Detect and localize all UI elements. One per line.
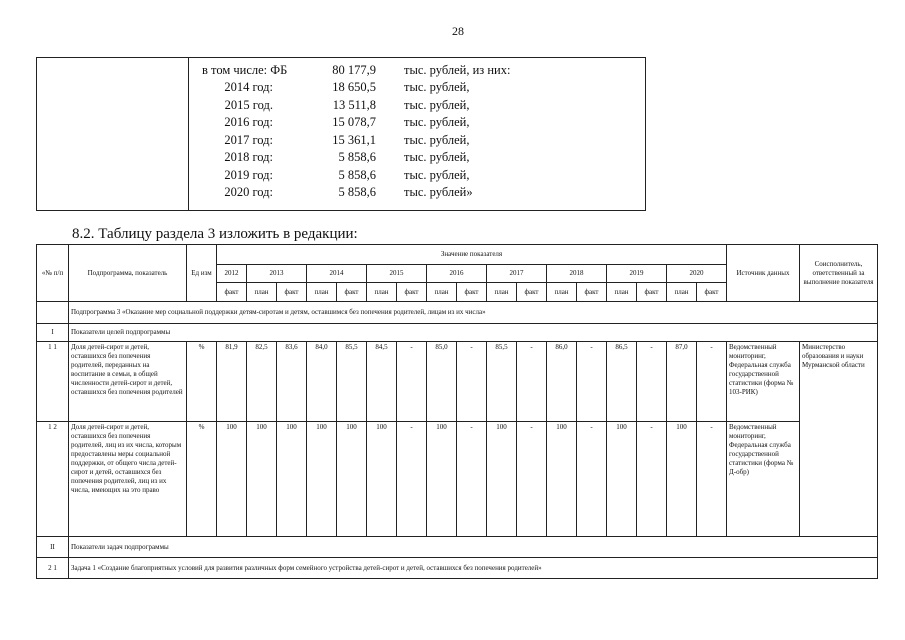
section-title: Показатели целей подпрограммы xyxy=(69,324,878,342)
value-cell: 100 xyxy=(367,422,397,537)
finance-unit: тыс. рублей, xyxy=(404,167,470,182)
section-num: II xyxy=(37,537,69,558)
sub-plan: план xyxy=(367,283,397,302)
year-header: 2016 xyxy=(427,265,487,283)
finance-value: 15 361,1 xyxy=(332,132,376,147)
finance-value: 80 177,9 xyxy=(332,63,376,77)
sub-fact: факт xyxy=(577,283,607,302)
year-header: 2019 xyxy=(607,265,667,283)
value-cell: - xyxy=(517,342,547,422)
finance-year: 2018 год: xyxy=(224,150,273,164)
data-source: Ведомственный мониторинг, Федеральная служба государственной статистики (форма № 103-РИК) xyxy=(727,342,800,422)
header-value: Значение показателя xyxy=(217,245,727,265)
value-cell: 87,0 xyxy=(667,342,697,422)
year-header: 2018 xyxy=(547,265,607,283)
page-number: 28 xyxy=(452,24,464,38)
value-cell: 83,6 xyxy=(277,342,307,422)
sub-plan: план xyxy=(247,283,277,302)
sub-fact: факт xyxy=(517,283,547,302)
value-cell: 100 xyxy=(607,422,637,537)
sub-fact: факт xyxy=(397,283,427,302)
sub-plan: план xyxy=(607,283,637,302)
value-cell: 86,5 xyxy=(607,342,637,422)
value-cell: - xyxy=(577,422,607,537)
row-num: 1 1 xyxy=(37,342,69,422)
header-source: Источник данных xyxy=(727,245,800,302)
year-header: 2020 xyxy=(667,265,727,283)
value-cell: 100 xyxy=(667,422,697,537)
value-cell: - xyxy=(637,342,667,422)
value-cell: - xyxy=(697,422,727,537)
value-cell: - xyxy=(697,342,727,422)
finance-value: 13 511,8 xyxy=(332,97,376,112)
year-header: 2015 xyxy=(367,265,427,283)
year-header: 2017 xyxy=(487,265,547,283)
indicator-name: Доля детей-сирот и детей, оставшихся без попечения родителей, переданных на воспитание в семьи, в общей численности детей-сирот и детей, оставшихся без попечения родителей xyxy=(69,342,187,422)
indicator-unit: % xyxy=(187,342,217,422)
finance-value: 5 858,6 xyxy=(338,185,376,199)
finance-unit: тыс. рублей, из них: xyxy=(404,63,511,77)
value-cell: - xyxy=(637,422,667,537)
value-cell: 84,0 xyxy=(307,342,337,422)
year-header: 2013 xyxy=(247,265,307,283)
sub-plan: план xyxy=(547,283,577,302)
sub-plan: план xyxy=(487,283,517,302)
program-row: Подпрограмма 3 «Оказание мер социальной поддержки детям-сиротам и детям, оставшимся без попечения родителей, лицам из их числа» xyxy=(69,302,878,324)
value-cell: 100 xyxy=(307,422,337,537)
sub-plan: план xyxy=(667,283,697,302)
finance-unit: тыс. рублей, xyxy=(404,80,470,94)
finance-label: в том числе: ФБ xyxy=(202,63,288,77)
finance-year: 2019 год: xyxy=(224,167,273,182)
header-num: «№ п/п xyxy=(37,245,69,302)
row-num: 2 1 xyxy=(37,558,69,579)
finance-unit: тыс. рублей» xyxy=(404,185,473,199)
finance-value: 18 650,5 xyxy=(332,80,376,94)
sub-fact: факт xyxy=(337,283,367,302)
data-source: Ведомственный мониторинг, Федеральная служба государственной статистики (форма № Д-обр) xyxy=(727,422,800,537)
value-cell: - xyxy=(397,342,427,422)
value-cell: 81,9 xyxy=(217,342,247,422)
header-unit: Ед изм xyxy=(187,245,217,302)
value-cell: 85,0 xyxy=(427,342,457,422)
empty-cell xyxy=(37,302,69,324)
year-header: 2014 xyxy=(307,265,367,283)
section-heading: 8.2. Таблицу раздела 3 изложить в редакции: xyxy=(72,226,358,242)
sub-plan: план xyxy=(307,283,337,302)
value-cell: 85,5 xyxy=(487,342,517,422)
value-cell: 85,5 xyxy=(337,342,367,422)
finance-value: 5 858,6 xyxy=(338,150,376,164)
value-cell: - xyxy=(577,342,607,422)
finance-unit: тыс. рублей, xyxy=(404,150,470,164)
finance-unit: тыс. рублей, xyxy=(404,115,470,129)
value-cell: 100 xyxy=(277,422,307,537)
finance-year: 2016 год: xyxy=(224,115,273,129)
value-cell: 86,0 xyxy=(547,342,577,422)
value-cell: 82,5 xyxy=(247,342,277,422)
finance-value: 15 078,7 xyxy=(332,115,376,129)
sub-fact: факт xyxy=(277,283,307,302)
value-cell: 100 xyxy=(487,422,517,537)
sub-plan: план xyxy=(427,283,457,302)
value-cell: - xyxy=(457,422,487,537)
value-cell: 100 xyxy=(247,422,277,537)
value-cell: 84,5 xyxy=(367,342,397,422)
finance-unit: тыс. рублей, xyxy=(404,132,470,147)
value-cell: 100 xyxy=(547,422,577,537)
finance-unit: тыс. рублей, xyxy=(404,97,470,112)
finance-value: 5 858,6 xyxy=(338,167,376,182)
indicator-name: Доля детей-сирот и детей, оставшихся без попечения родителей, лиц из их числа, которым предоставлены меры социальной поддержки, от общего числа детей-сирот и детей, оставшихся без попечения родителей, лиц из их числа, имеющих на это право xyxy=(69,422,187,537)
value-cell: - xyxy=(457,342,487,422)
finance-year: 2014 год: xyxy=(224,80,273,94)
value-cell: - xyxy=(517,422,547,537)
executor: Министерство образования и науки Мурманской области xyxy=(800,342,878,537)
value-cell: - xyxy=(397,422,427,537)
finance-year: 2020 год: xyxy=(224,185,273,199)
value-cell: 100 xyxy=(337,422,367,537)
indicator-table xyxy=(36,244,878,579)
finance-year: 2015 год. xyxy=(224,97,273,112)
year-header: 2012 xyxy=(217,265,247,283)
sub-fact: факт xyxy=(637,283,667,302)
section-num: I xyxy=(37,324,69,342)
row-num: 1 2 xyxy=(37,422,69,537)
header-program: Подпрограмма, показатель xyxy=(69,245,187,302)
task-title: Задача 1 «Создание благоприятных условий для развития различных форм семейного устройства детей-сирот и детей, оставшихся без попечения родителей» xyxy=(69,558,878,579)
value-cell: 100 xyxy=(427,422,457,537)
header-executor: Соисполнитель, ответственный за выполнение показателя xyxy=(800,245,878,302)
sub-fact: факт xyxy=(217,283,247,302)
sub-fact: факт xyxy=(457,283,487,302)
indicator-unit: % xyxy=(187,422,217,537)
finance-year: 2017 год: xyxy=(224,132,273,147)
sub-fact: факт xyxy=(697,283,727,302)
section-title: Показатели задач подпрограммы xyxy=(69,537,878,558)
value-cell: 100 xyxy=(217,422,247,537)
